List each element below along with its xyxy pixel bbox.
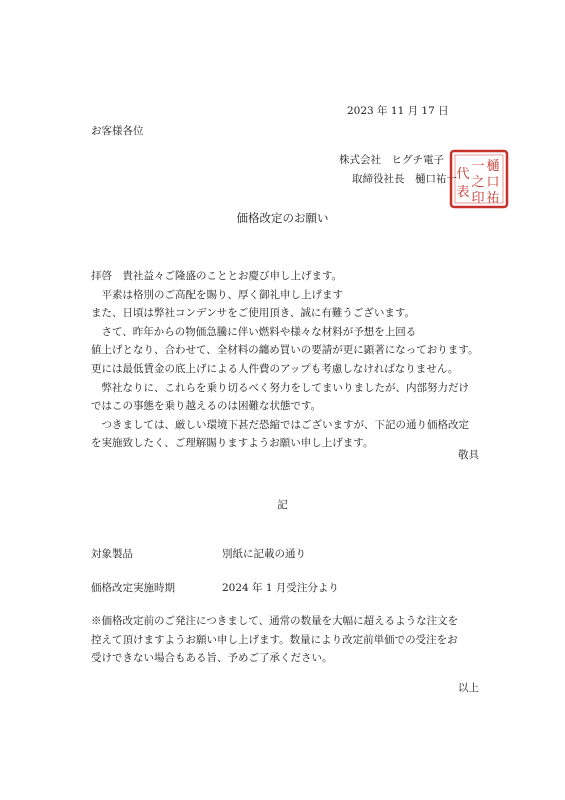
company-name: 株式会社 ヒグチ電子	[339, 154, 444, 166]
body-line: ではこの事態を乗り越えるのは困難な状態です。	[91, 400, 322, 413]
body-line: 更には最低賃金の底上げによる人件費のアップも考慮しなければなりません。	[91, 362, 459, 375]
ki-heading: 記	[277, 499, 288, 511]
svg-text:口: 口	[486, 175, 500, 190]
letter-body	[91, 267, 511, 453]
body-line: 拝啓 貴社益々ご隆盛のこととお慶び申し上げます。	[91, 270, 343, 282]
closing-ijou: 以上	[458, 682, 479, 694]
body-line: さて、昨年からの物価急騰に伴い燃料や様々な材料が予想を上回る	[91, 325, 417, 338]
svg-text:樋: 樋	[486, 159, 500, 174]
svg-text:印: 印	[471, 191, 485, 206]
svg-text:祐: 祐	[486, 191, 500, 206]
svg-text:之: 之	[471, 175, 485, 190]
detail-label-product: 対象製品	[91, 548, 133, 560]
body-line: また、日頃は弊社コンデンサをご使用頂き、誠に有難うございます。	[91, 307, 416, 320]
note-line: 受けできない場合もある旨、予めご了承ください。	[91, 652, 333, 665]
company-seal-icon	[448, 148, 510, 210]
detail-value-product: 別紙に記載の通り	[222, 548, 306, 560]
note-block	[91, 612, 511, 668]
body-line: 弊社なりに、これらを乗り切るべく努力をしてまいりましたが、内部努力だけ	[91, 381, 469, 394]
recipient: お客様各位	[91, 125, 144, 137]
svg-text:一: 一	[471, 159, 485, 174]
body-line: 値上げとなり、合わせて、全材料の纏め買いの要請が更に顕著になっております。	[91, 344, 479, 357]
letter-date: 2023 年 11 月 17 日	[347, 105, 449, 117]
body-line: を実施致したく、ご理解賜りますようお願い申し上げます。	[91, 437, 374, 450]
note-line: ※価格改定前のご発注につきまして、通常の数量を大幅に超えるような注文を	[91, 615, 459, 627]
president-name: 取締役社長 樋口祐一	[352, 173, 457, 185]
closing-keigu: 敬具	[458, 449, 479, 461]
svg-text:代: 代	[456, 167, 470, 182]
body-line: 平素は格別のご高配を賜り、厚く御礼申し上げます	[91, 288, 343, 301]
document-title: 価格改定のお願い	[236, 211, 329, 225]
detail-value-date: 2024 年 1 月受注分より	[222, 582, 339, 594]
svg-text:表: 表	[456, 185, 470, 200]
note-line: 控えて頂けますようお願い申し上げます。数量により改定前単価での受注をお	[91, 633, 458, 646]
detail-label-date: 価格改定実施時期	[91, 582, 175, 594]
body-line: つきましては、厳しい環境下甚だ恐縮ではございますが、下記の通り価格改定	[91, 418, 469, 431]
